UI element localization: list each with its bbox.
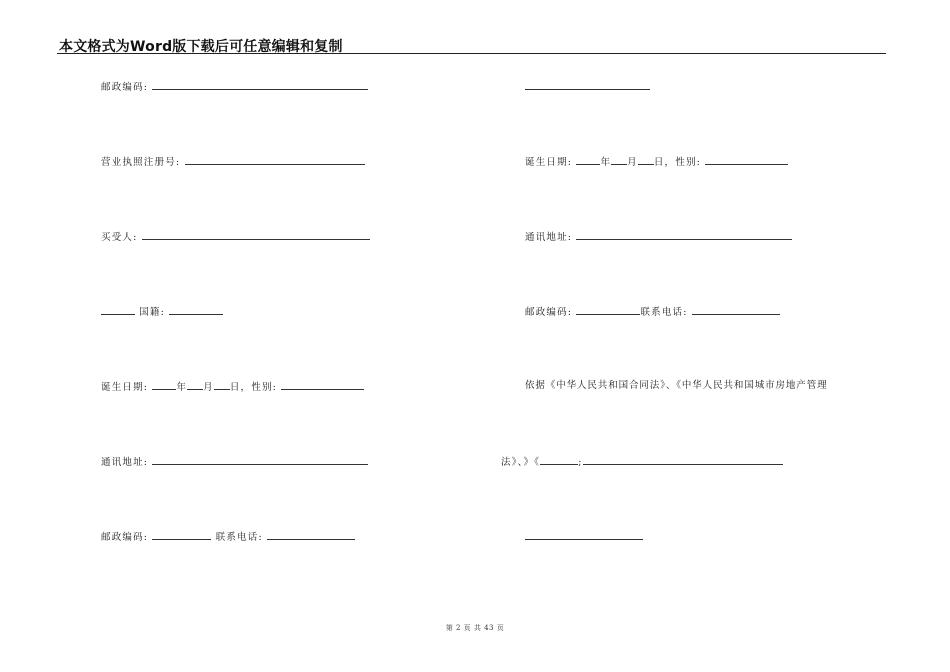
- left-postal-phone-row: [101, 530, 355, 544]
- law-tail-blank[interactable]: [583, 455, 783, 465]
- right-postal-code-blank[interactable]: [576, 305, 640, 315]
- right-birth-year-blank[interactable]: [576, 155, 600, 165]
- left-nationality-row: [101, 305, 223, 319]
- right-month-label: 月: [627, 157, 638, 168]
- right-address-row: [525, 230, 792, 244]
- address-label: 通讯地址:: [101, 457, 149, 468]
- right-birth-row: [525, 155, 788, 169]
- document-header-title: 本文格式为Word版下载后可任意编辑和复制: [59, 39, 343, 55]
- page-footer: 第 2 页 共 43 页: [445, 624, 505, 632]
- left-license-row: [101, 155, 365, 169]
- postal-code-blank[interactable]: [152, 80, 368, 90]
- basis-text-1: 依据《中华人民共和国合同法》、《中华人民共和国城市房地产管理: [525, 380, 828, 391]
- right-birth-date-label: 诞生日期:: [525, 157, 573, 168]
- birth-year-blank[interactable]: [152, 380, 176, 390]
- nationality-blank[interactable]: [169, 305, 223, 315]
- license-number-blank[interactable]: [185, 155, 365, 165]
- left-birth-row: [101, 380, 364, 394]
- right-basis-line-2: [501, 455, 783, 469]
- phone-blank[interactable]: [267, 530, 355, 540]
- right-birth-month-blank[interactable]: [611, 155, 627, 165]
- right-year-label: 年: [600, 157, 612, 168]
- birth-day-blank[interactable]: [214, 380, 230, 390]
- semicolon: ;: [578, 457, 583, 468]
- left-buyer-row: [101, 230, 370, 244]
- left-address-row: [101, 455, 368, 469]
- day-sex-label: 日，性别:: [229, 382, 278, 393]
- law-name-blank[interactable]: [540, 455, 578, 465]
- right-birth-day-blank[interactable]: [638, 155, 654, 165]
- right-phone-label: 联系电话:: [640, 307, 688, 318]
- right-address-blank[interactable]: [576, 230, 792, 240]
- right-top-blank-row: [525, 80, 650, 94]
- right-bottom-blank-row: [525, 530, 643, 544]
- license-number-label: 营业执照注册号:: [101, 157, 181, 168]
- right-day-sex-label: 日，性别:: [653, 157, 702, 168]
- buyer-label: 买受人:: [101, 232, 138, 243]
- nationality-label: 国籍:: [139, 307, 166, 318]
- basis-text-2: 法》、》《: [501, 457, 541, 468]
- month-label: 月: [203, 382, 214, 393]
- right-phone-blank[interactable]: [692, 305, 780, 315]
- postal-code-label: 邮政编码:: [101, 82, 149, 93]
- address-blank[interactable]: [152, 455, 368, 465]
- birth-date-label: 诞生日期:: [101, 382, 149, 393]
- header-divider: [57, 53, 886, 54]
- right-basis-line-1: [525, 380, 828, 392]
- right-address-label: 通讯地址:: [525, 232, 573, 243]
- postal-code-blank-2[interactable]: [152, 530, 211, 540]
- left-postal-code-row: [101, 80, 368, 94]
- right-top-blank[interactable]: [525, 80, 650, 90]
- right-postal-code-label: 邮政编码:: [525, 307, 573, 318]
- right-bottom-blank[interactable]: [525, 530, 643, 540]
- sex-blank[interactable]: [281, 380, 364, 390]
- phone-label: 联系电话:: [215, 532, 263, 543]
- birth-month-blank[interactable]: [187, 380, 203, 390]
- right-sex-blank[interactable]: [705, 155, 788, 165]
- postal-code-label-2: 邮政编码:: [101, 532, 149, 543]
- buyer-blank[interactable]: [142, 230, 370, 240]
- year-label: 年: [176, 382, 188, 393]
- right-postal-phone-row: [525, 305, 780, 319]
- prefix-blank[interactable]: [101, 305, 135, 315]
